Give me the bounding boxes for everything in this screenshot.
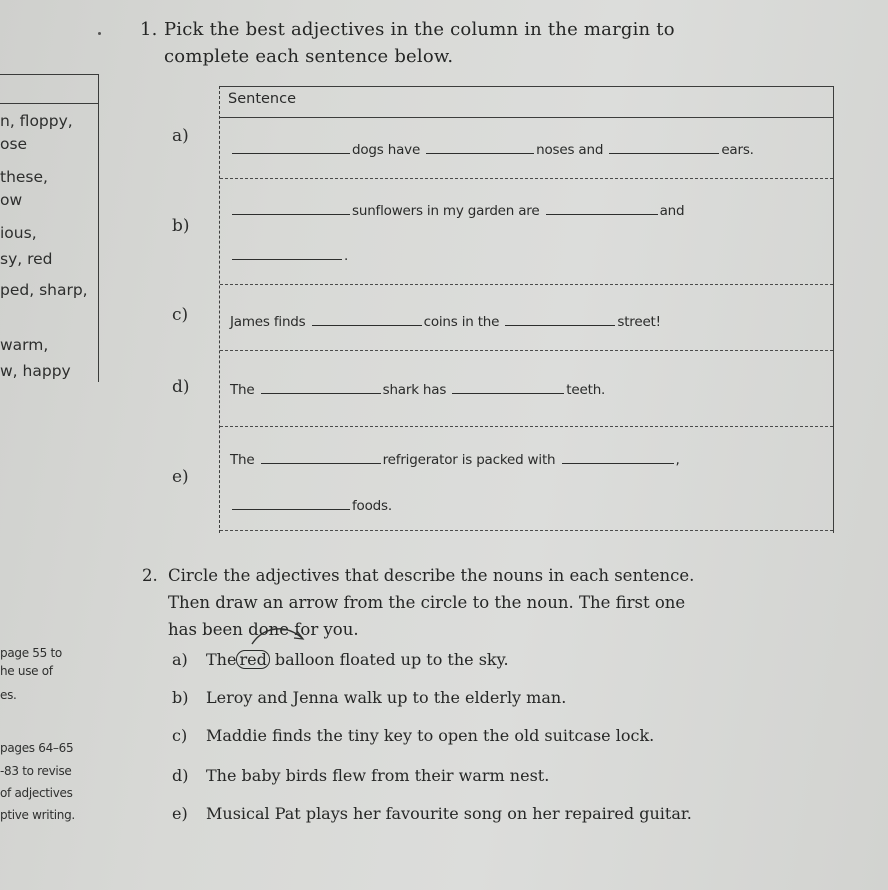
item-label: c) bbox=[172, 726, 188, 745]
row-label-d: d) bbox=[172, 377, 190, 397]
side-note-line: ptive writing. bbox=[0, 808, 75, 822]
item-text[interactable]: The baby birds flew from their warm nest. bbox=[206, 766, 550, 785]
margin-word: sy, red bbox=[0, 250, 53, 268]
margin-word: n, floppy, bbox=[0, 112, 73, 130]
answer-blank[interactable] bbox=[261, 383, 381, 394]
answer-blank[interactable] bbox=[261, 453, 381, 464]
margin-word: w, happy bbox=[0, 362, 71, 380]
margin-word: ow bbox=[0, 191, 23, 209]
item-text: The bbox=[206, 650, 237, 669]
sentence-row-b-line2 bbox=[230, 248, 348, 264]
stray-dot bbox=[98, 32, 101, 35]
side-note-line: pages 64–65 bbox=[0, 741, 74, 755]
item-text[interactable]: Musical Pat plays her favourite song on her repaired guitar. bbox=[206, 804, 692, 823]
margin-word: these, bbox=[0, 168, 48, 186]
exercise-2-item-d bbox=[172, 766, 549, 785]
circled-adjective[interactable]: red bbox=[236, 650, 269, 669]
row-divider bbox=[220, 284, 833, 285]
exercise-2-item-c bbox=[172, 726, 654, 745]
side-note-line: he use of bbox=[0, 664, 53, 678]
sentence-header-label: Sentence bbox=[228, 91, 297, 107]
answer-blank[interactable] bbox=[232, 204, 350, 215]
exercise-2-instruction-line2: Then draw an arrow from the circle to the noun. The first one bbox=[168, 593, 686, 612]
exercise-2-item-a bbox=[172, 650, 509, 669]
row-label-b: b) bbox=[172, 216, 190, 236]
sentence-text: shark has bbox=[382, 382, 447, 398]
answer-blank[interactable] bbox=[312, 315, 422, 326]
item-text[interactable]: Maddie finds the tiny key to open the old suitcase lock. bbox=[206, 726, 655, 745]
answer-blank[interactable] bbox=[562, 453, 674, 464]
answer-blank[interactable] bbox=[546, 204, 658, 215]
margin-word: warm, bbox=[0, 336, 49, 354]
sentence-text: and bbox=[659, 203, 685, 219]
sentence-text: dogs have bbox=[352, 142, 421, 158]
sentence-text: , bbox=[675, 452, 680, 468]
item-label: d) bbox=[172, 766, 189, 785]
example-arrow-icon bbox=[242, 622, 322, 650]
answer-blank[interactable] bbox=[609, 143, 719, 154]
answer-blank[interactable] bbox=[232, 499, 350, 510]
item-label: e) bbox=[172, 804, 188, 823]
item-text: balloon floated up to the sky. bbox=[274, 650, 509, 669]
exercise-1-instruction-line1: Pick the best adjectives in the column in the margin to bbox=[164, 19, 675, 40]
sentence-text: James finds bbox=[230, 314, 306, 330]
sentence-text: sunflowers in my garden are bbox=[352, 203, 540, 219]
sentence-text: street! bbox=[617, 314, 661, 330]
side-note-line: page 55 to bbox=[0, 646, 62, 660]
sentence-text: foods. bbox=[352, 498, 392, 514]
row-divider bbox=[220, 178, 833, 179]
side-note-line: es. bbox=[0, 688, 17, 702]
sentence-text: . bbox=[344, 248, 349, 264]
sentence-text: noses and bbox=[536, 142, 604, 158]
sentence-row-e-line1 bbox=[230, 452, 680, 468]
exercise-1-instruction-line2: complete each sentence below. bbox=[164, 46, 454, 67]
margin-column-header bbox=[0, 74, 98, 104]
sentence-text: The bbox=[230, 452, 255, 468]
sentence-row-e-line2 bbox=[230, 498, 392, 514]
sentence-text: ears. bbox=[721, 142, 754, 158]
row-label-a: a) bbox=[172, 126, 189, 146]
exercise-2-item-e bbox=[172, 804, 692, 823]
sentence-table bbox=[219, 86, 834, 533]
row-divider bbox=[220, 426, 833, 427]
answer-blank[interactable] bbox=[426, 143, 534, 154]
exercise-2-number: 2. bbox=[142, 566, 158, 585]
margin-word: ped, sharp, bbox=[0, 281, 88, 299]
exercise-2-instruction-line3: has been done for you. bbox=[168, 620, 359, 639]
sentence-row-d bbox=[230, 382, 605, 398]
margin-word: ious, bbox=[0, 224, 37, 242]
margin-word-column bbox=[0, 74, 99, 382]
answer-blank[interactable] bbox=[452, 383, 564, 394]
sentence-text: refrigerator is packed with bbox=[382, 452, 556, 468]
margin-word: ose bbox=[0, 135, 28, 153]
answer-blank[interactable] bbox=[232, 143, 350, 154]
sentence-row-b-line1 bbox=[230, 203, 684, 219]
sentence-table-header bbox=[220, 86, 833, 118]
sentence-row-a bbox=[230, 142, 754, 158]
side-note-line: of adjectives bbox=[0, 786, 73, 800]
row-divider bbox=[220, 530, 833, 531]
sentence-text: The bbox=[230, 382, 255, 398]
answer-blank[interactable] bbox=[232, 249, 342, 260]
side-note-line: -83 to revise bbox=[0, 764, 72, 778]
sentence-row-c bbox=[230, 314, 661, 330]
row-label-e: e) bbox=[172, 467, 189, 487]
answer-blank[interactable] bbox=[505, 315, 615, 326]
item-label: b) bbox=[172, 688, 189, 707]
item-label: a) bbox=[172, 650, 188, 669]
exercise-2-item-b bbox=[172, 688, 566, 707]
sentence-text: coins in the bbox=[423, 314, 500, 330]
exercise-1-number: 1. bbox=[140, 19, 158, 40]
exercise-2-instruction-line1: Circle the adjectives that describe the nouns in each sentence. bbox=[168, 566, 695, 585]
exercise-1-instruction bbox=[140, 16, 780, 70]
row-label-c: c) bbox=[172, 305, 189, 325]
item-text[interactable]: Leroy and Jenna walk up to the elderly man. bbox=[206, 688, 567, 707]
row-divider bbox=[220, 350, 833, 351]
sentence-text: teeth. bbox=[566, 382, 606, 398]
